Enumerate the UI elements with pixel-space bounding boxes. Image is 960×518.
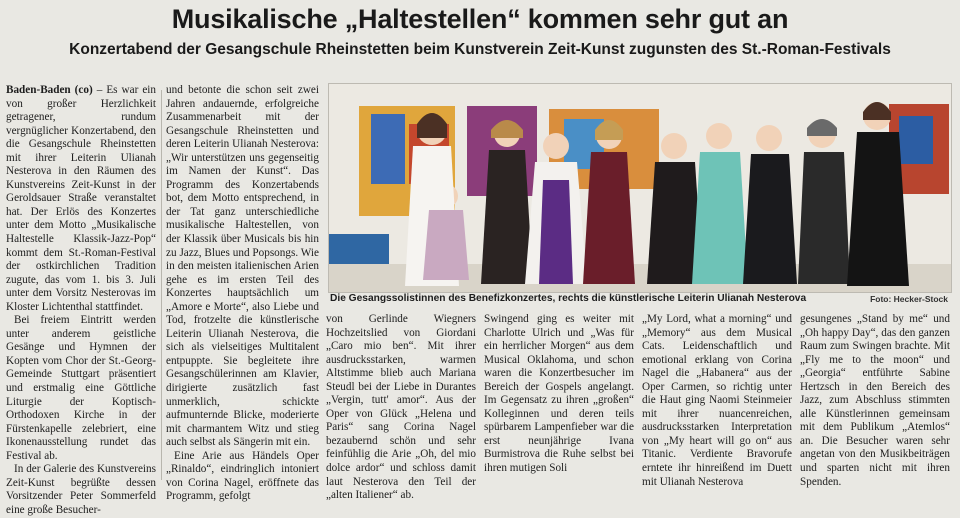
article-column-1 [6,84,156,516]
photo-credit: Foto: Hecker-Stock [870,294,948,304]
paragraph-text: – Es war ein von großer Herzlichkeit getragener, rundum vergnüglicher Konzertabend, den die Gesangschule Rheinstetten mit ihrer Leiterin Ulianah Nesterova in den Räumen des Kunstvereins Zeit-Kunst in der Geroldsauer Straße veranstaltet hat. Der Erlös des Konzertes unter dem Motto „Musikalische Haltestelle Klassik-Jazz-Pop“ kommt dem St.-Roman-Festival der ostkirchlichen Tradition zugute, das vom 1. bis 3. Juli unter dem Vorsitz Nesterovas im Kloster Lichtenthal stattfindet. [6,84,156,313]
paragraph: gesungenes „Stand by me“ und „Oh happy Day“, das den ganzen Raum zum Swingen brachte. Mit „Fly me to the moon“ und „Georgia“ entführte Sabine Hertzsch in den Bereich des Jazz, zum Abschluss stimmten alle Künstlerinnen gemeinsam mit dem Publikum „Atemlos“ an. Die Besucher waren sehr angetan von den Musikbeiträgen und sparten nicht mit ihren Spenden. [800,313,950,488]
dateline: Baden-Baden (co) [6,84,93,96]
article-column-3 [326,313,476,502]
article-headline: Musikalische „Haltestellen“ kommen sehr gut an [171,4,789,34]
paragraph: von Gerlinde Wiegners Hochzeitslied von Giordani „Caro mio ben“. Mit ihrer ausdrucksstarken, warmen Altstimme blieb auch Mariana Steudl bei der Liebe in Durantes „Vergin, tutt' amor“. Aus der Oper von Glück „Helena und Paris“ sang Corina Nagel bezaubernd schön und sehr feinfühlig die Arie „Oh, del mio dolce ardor“ und schloss damit laut Nesterova den Teil der „alten Italiener“ ab. [326,313,476,502]
article-column-6 [800,313,950,488]
article-column-2 [166,84,319,503]
paragraph: und betonte die schon seit zwei Jahren andauernde, erfolgreiche Zusammenarbeit mit der Gesangschule Rheinstetten und deren Leiterin Ulianah Nesterova: „Wir unterstützen uns gegenseitig im Namen der Kunst“. Das Programm des Konzertabends bot, dem Motto entsprechend, in der Tat ganz unterschiedliche musikalische Haltestellen, von der Klassik über Musicals bis hin zu Jazz, Blues und Popsongs. Wie in den meisten italienischen Arien gehe es im ersten Teil des Konzertes hauptsächlich um „Amore e Morte“, also Liebe und Tod, frotzelte die künstlerische Leiterin Ulianah Nesterova, die sich als vielseitiges Multitalent entpuppte. Sie begleitete ihre Gesangschülerinnen am Klavier, dirigierte zusätzlich fast unmerklich, schickte aufmunternde Blicke, moderierte mit charmantem Witz und stieg auch selbst als Sängerin mit ein. [166,84,319,449]
paragraph: „My Lord, what a morning“ und „Memory“ aus dem Musical Cats. Leidenschaftlich und emotional erklang von Corina Nagel die „Habanera“ aus der Oper Carmen, so richtig unter die Haut ging Naomi Steinmeier mit ihrer nuancenreichen, ausdrucksstarken Interpretation von „My heart will go on“ aus Titanic. Verdiente Bravorufe erntete ihr hinreißend im Duett mit Ulianah Nesterova [642,313,792,488]
concert-photo [328,83,952,293]
paragraph: Swingend ging es weiter mit Charlotte Ulrich und „Was für ein herrlicher Morgen“ aus dem Musical Oklahoma, und schon waren die Konzertbesucher im Bereich der Gospels angelangt. Im Gegensatz zu ihren „großen“ Kolleginnen und deren teils spürbarem Lampenfieber war die erst neunjährige Ivana Burmistrova die Ruhe selbst bei ihren mutigen Soli [484,313,634,475]
paragraph: Bei freiem Eintritt werden unter anderem geistliche Gesänge und Hymnen der Kopten vom Chor der St.-Georg-Gemeinde Stuttgart präsentiert und erstmalig eine Göttliche Liturgie der Koptisch-Orthodoxen Kirche in der Fürstenkapelle zelebriert, eine Ikonenausstellung rundet das Festival ab. [6,314,156,462]
article-column-5 [642,313,792,488]
column-divider [161,90,162,480]
article-column-4 [484,313,634,483]
article-subheadline: Konzertabend der Gesangschule Rheinstetten beim Kunstverein Zeit-Kunst zugunsten des St.-Roman-Festivals [69,41,891,58]
photo-caption [328,293,950,307]
paragraph [6,84,156,314]
group-photo-illustration [329,84,951,292]
paragraph: In der Galerie des Kunstvereins Zeit-Kunst begrüßte dessen Vorsitzender Peter Sommerfeld eine große Besucher- [6,463,156,516]
paragraph: Eine Arie aus Händels Oper „Rinaldo“, eindringlich intoniert von Corina Nagel, eröffnete das Programm, gefolgt [166,449,319,503]
caption-text: Die Gesangssolistinnen des Benefizkonzertes, rechts die künstlerische Leiterin Ulianah Nesterova [330,293,807,304]
